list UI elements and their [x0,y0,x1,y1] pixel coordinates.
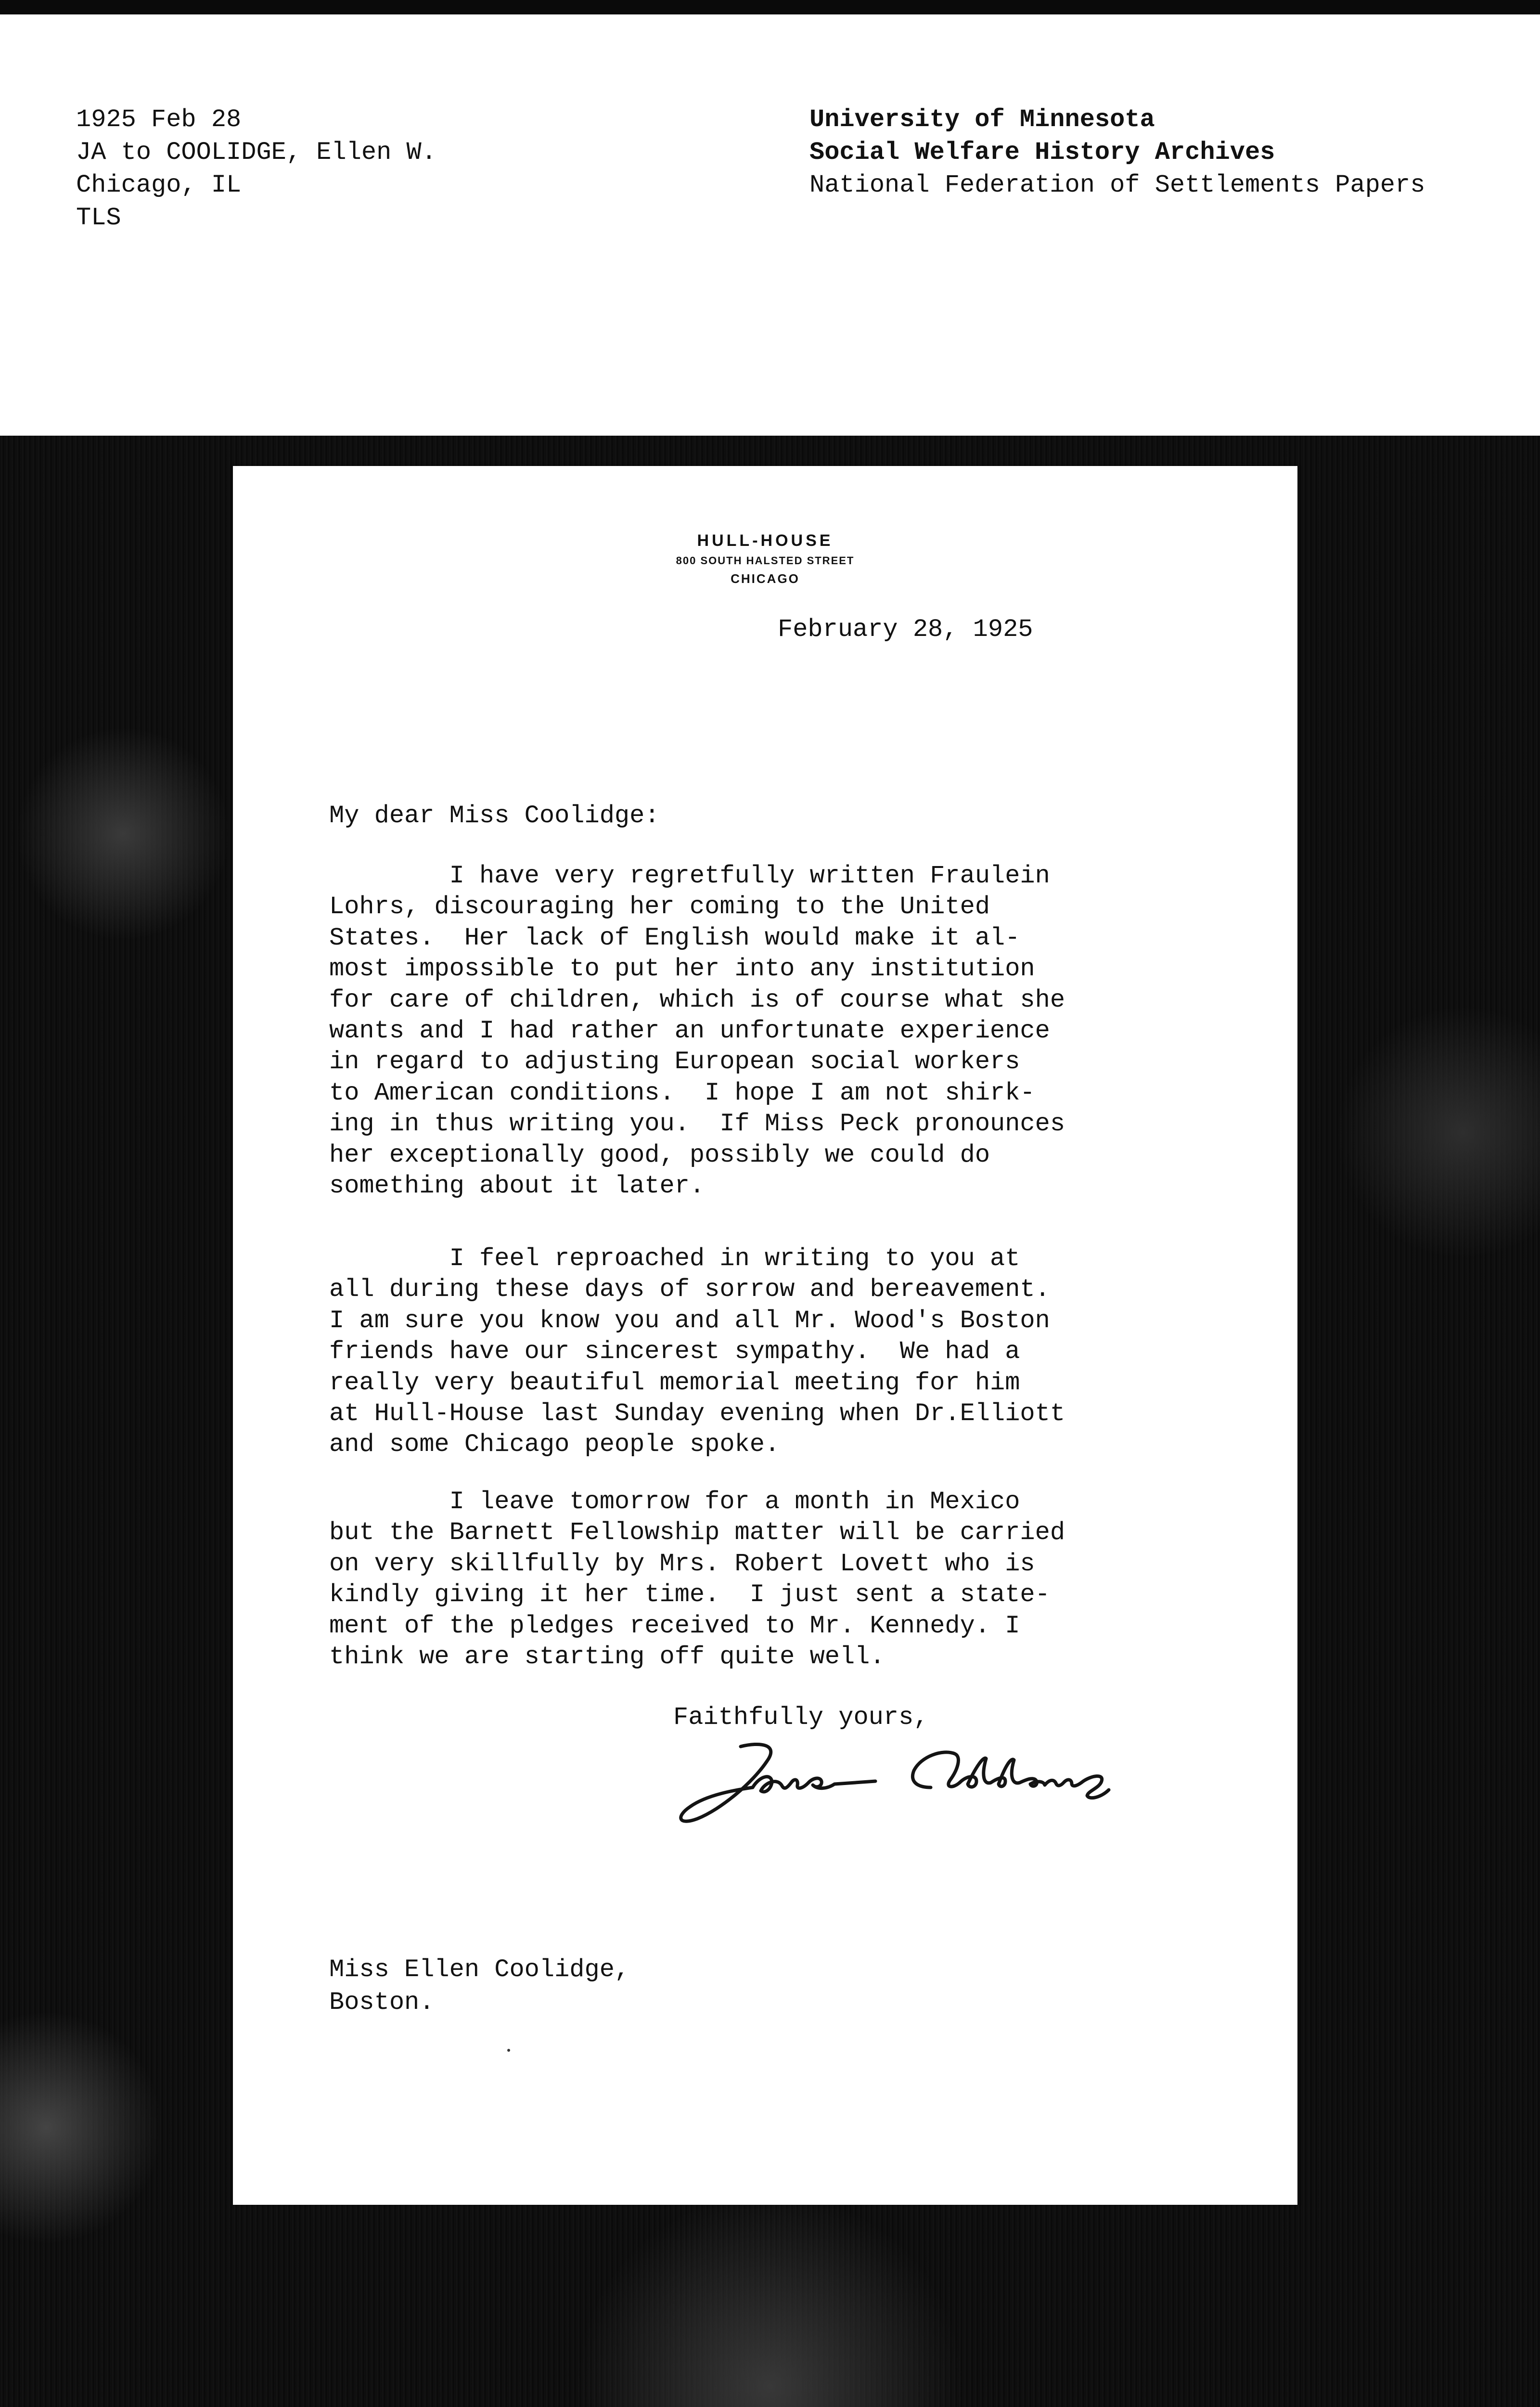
body-line: but the Barnett Fellowship matter will be carried [329,1518,1065,1547]
body-paragraph-3 [329,1487,1065,1672]
body-line: on very skillfully by Mrs. Robert Lovett who is [329,1549,1035,1578]
source-archive: Social Welfare History Archives [809,138,1275,167]
archive-header [0,0,1540,436]
letterhead-name: HULL-HOUSE [697,531,834,550]
handwritten-signature [668,1737,1169,1828]
body-line: ing in thus writing you. If Miss Peck pronounces [329,1110,1065,1139]
letter-date: February 28, 1925 [778,615,1033,644]
body-line: States. Her lack of English would make it al- [329,923,1020,952]
body-line: to American conditions. I hope I am not shirk- [329,1078,1035,1107]
body-line: something about it later. [329,1172,705,1201]
letterhead [233,529,1297,588]
meta-place: Chicago, IL [76,171,242,199]
body-line: friends have our sincerest sympathy. We had a [329,1337,1020,1366]
archive-metadata [76,104,436,234]
recipient-city: Boston. [329,1988,435,2017]
letter-page [233,466,1297,2205]
body-line: her exceptionally good, possibly we could do [329,1140,990,1169]
body-line: ment of the pledges received to Mr. Kennedy. I [329,1611,1020,1640]
body-line: wants and I had rather an unfortunate experience [329,1017,1050,1046]
source-collection: National Federation of Settlements Papers [809,171,1425,199]
body-line: for care of children, which is of course what she [329,985,1065,1014]
body-line: I am sure you know you and all Mr. Wood's Boston [329,1306,1050,1335]
meta-document-type: TLS [76,204,121,232]
scan-top-edge [0,0,1540,14]
letterhead-city: CHICAGO [731,571,800,586]
body-line: really very beautiful memorial meeting for him [329,1368,1020,1397]
body-line: I feel reproached in writing to you at [329,1244,1020,1273]
body-line: I leave tomorrow for a month in Mexico [329,1488,1020,1516]
archive-source [809,104,1425,202]
letterhead-street: 800 SOUTH HALSTED STREET [676,555,855,567]
body-line: at Hull-House last Sunday evening when Dr.Elliott [329,1399,1065,1428]
body-paragraph-1 [329,861,1065,1202]
body-paragraph-2 [329,1243,1065,1461]
salutation: My dear Miss Coolidge: [329,802,660,830]
body-line: kindly giving it her time. I just sent a state- [329,1580,1050,1609]
body-line: think we are starting off quite well. [329,1643,885,1671]
body-line: Lohrs, discouraging her coming to the United [329,893,990,921]
recipient-address [329,1954,629,2019]
body-line: I have very regretfully written Fraulein [329,862,1050,890]
meta-date: 1925 Feb 28 [76,105,242,134]
closing: Faithfully yours, [673,1703,929,1732]
recipient-name: Miss Ellen Coolidge, [329,1955,630,1984]
scan-speck [507,2049,510,2052]
meta-correspondents: JA to COOLIDGE, Ellen W. [76,138,436,167]
body-line: most impossible to put her into any institution [329,955,1035,984]
body-line: in regard to adjusting European social workers [329,1048,1020,1076]
body-line: and some Chicago people spoke. [329,1430,780,1459]
body-line: all during these days of sorrow and bereavement. [329,1275,1050,1304]
source-university: University of Minnesota [809,105,1155,134]
